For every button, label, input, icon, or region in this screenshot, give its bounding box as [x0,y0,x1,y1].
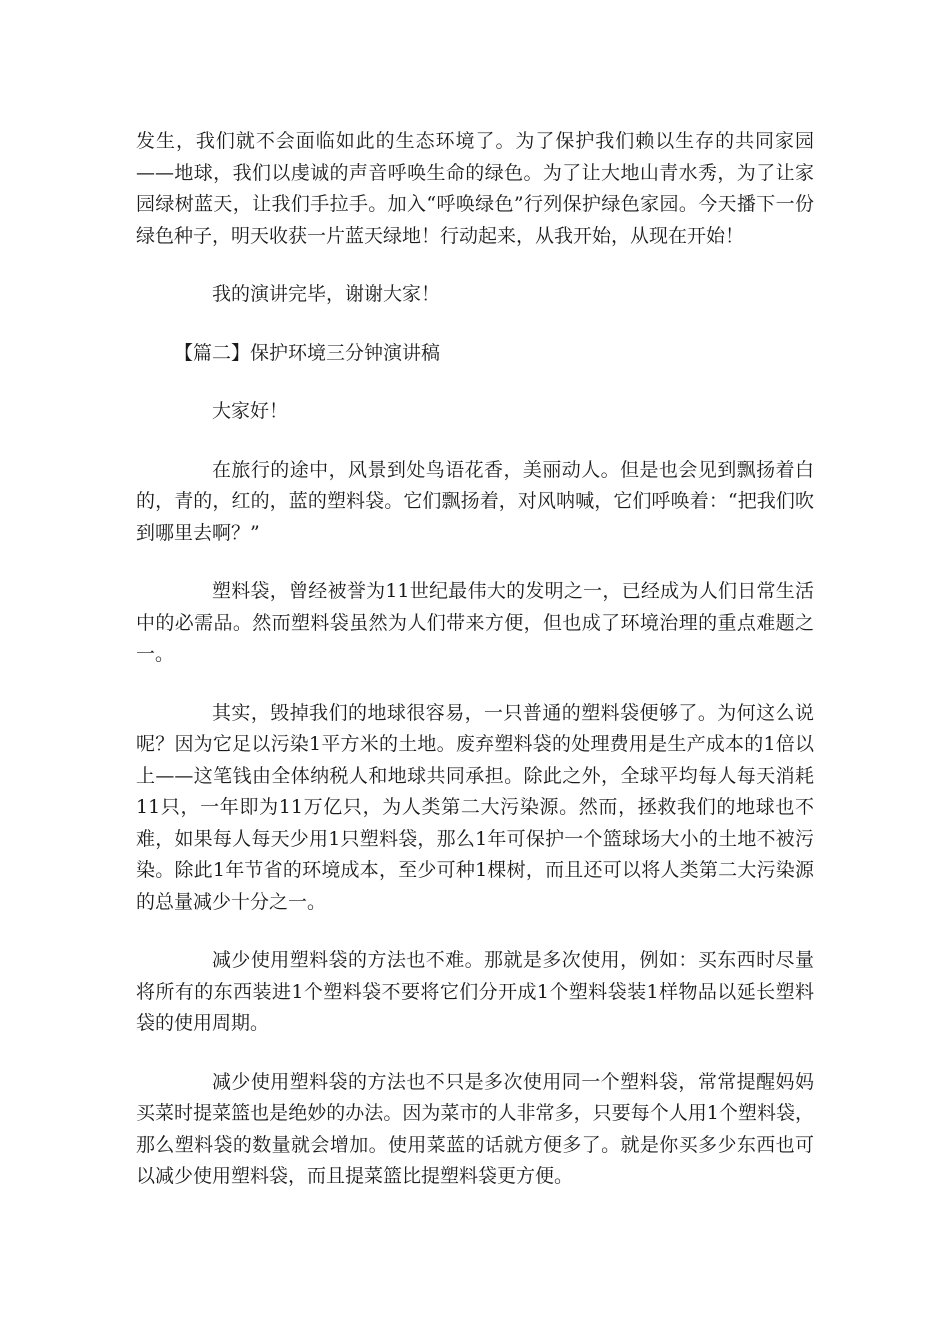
paragraph-body: 减少使用塑料袋的方法也不难。那就是多次使用，例如：买东西时尽量将所有的东西装进1个塑料袋不要将它们分开成1个塑料袋装1样物品以延长塑料袋的使用周期。 [136,949,814,1034]
paragraph-greeting: 大家好！ [212,400,289,422]
paragraph-closing: 我的演讲完毕，谢谢大家！ [212,283,441,305]
paragraph-body: 在旅行的途中，风景到处鸟语花香，美丽动人。但是也会见到飘扬着白的，青的，红的，蓝的塑料袋。它们飘扬着，对风呐喊，它们呼唤着：“把我们吹到哪里去啊？” [136,458,814,544]
section-heading: 【篇二】保护环境三分钟演讲稿 [174,341,441,364]
paragraph-continuation: 发生，我们就不会面临如此的生态环境了。为了保护我们赖以生存的共同家园——地球，我们以虔诚的声音呼唤生命的绿色。为了让大地山青水秀，为了让家园绿树蓝天，让我们手拉手。加入“呼唤绿色”行列保护绿色家园。今天播下一份绿色种子，明天收获一片蓝天绿地！行动起来，从我开始，从现在开始！ [136,130,814,247]
paragraph-body: 其实，毁掉我们的地球很容易，一只普通的塑料袋便够了。为何这么说呢？因为它足以污染1平方米的土地。废弃塑料袋的处理费用是生产成本的1倍以上——这笔钱由全体纳税人和地球共同承担。除此之外，全球平均每人每天消耗11只，一年即为11万亿只，为人类第二大污染源。然而，拯救我们的地球也不难，如果每人每天少用1只塑料袋，那么1年可保护一个篮球场大小的土地不被污染。除此1年节省的环境成本，至少可种1棵树，而且还可以将人类第二大污染源的总量减少十分之一。 [136,701,814,913]
paragraph-body: 减少使用塑料袋的方法也不只是多次使用同一个塑料袋，常常提醒妈妈买菜时提菜篮也是绝妙的办法。因为菜市的人非常多，只要每个人用1个塑料袋，那么塑料袋的数量就会增加。使用菜蓝的话就方便多了。就是你买多少东西也可以减少使用塑料袋，而且提菜篮比提塑料袋更方便。 [136,1070,814,1187]
paragraph-body: 塑料袋，曾经被誉为11世纪最伟大的发明之一，已经成为人们日常生活中的必需品。然而塑料袋虽然为人们带来方便，但也成了环境治理的重点难题之一。 [136,580,814,665]
document-body [136,126,814,1220]
